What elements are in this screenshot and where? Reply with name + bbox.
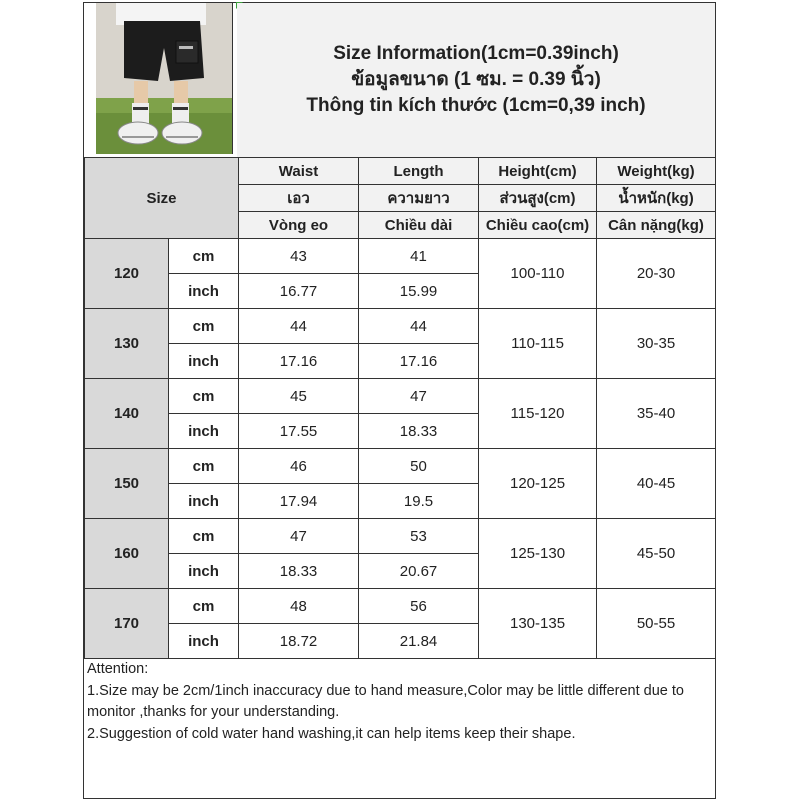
- unit-cm: cm: [169, 449, 239, 484]
- length-cm: 44: [359, 309, 479, 344]
- col-header-weight-th: น้ำหนัก(kg): [597, 185, 716, 212]
- product-photo: [96, 3, 233, 154]
- waist-inch: 18.33: [239, 554, 359, 589]
- title-english: Size Information(1cm=0.39inch): [333, 43, 619, 64]
- length-cm: 47: [359, 379, 479, 414]
- col-header-length-vi: Chiều dài: [359, 212, 479, 239]
- height-range: 125-130: [479, 519, 597, 589]
- title-vietnamese: Thông tin kích thước (1cm=0,39 inch): [306, 95, 646, 116]
- size-value: 130: [85, 309, 169, 379]
- waist-cm: 47: [239, 519, 359, 554]
- col-header-height-vi: Chiều cao(cm): [479, 212, 597, 239]
- length-inch: 17.16: [359, 344, 479, 379]
- col-header-height-en: Height(cm): [479, 158, 597, 185]
- col-header-length-th: ความยาว: [359, 185, 479, 212]
- col-header-waist-vi: Vòng eo: [239, 212, 359, 239]
- col-header-waist-en: Waist: [239, 158, 359, 185]
- length-cm: 50: [359, 449, 479, 484]
- unit-cm: cm: [169, 589, 239, 624]
- waist-inch: 16.77: [239, 274, 359, 309]
- col-header-weight-vi: Cân nặng(kg): [597, 212, 716, 239]
- length-inch: 19.5: [359, 484, 479, 519]
- unit-inch: inch: [169, 414, 239, 449]
- size-value: 120: [85, 239, 169, 309]
- weight-range: 45-50: [597, 519, 716, 589]
- size-table: [84, 157, 716, 659]
- waist-inch: 17.94: [239, 484, 359, 519]
- table-row: [85, 239, 716, 274]
- size-value: 150: [85, 449, 169, 519]
- table-row: [85, 449, 716, 484]
- col-header-waist-th: เอว: [239, 185, 359, 212]
- weight-range: 35-40: [597, 379, 716, 449]
- height-range: 110-115: [479, 309, 597, 379]
- waist-cm: 48: [239, 589, 359, 624]
- waist-cm: 46: [239, 449, 359, 484]
- unit-inch: inch: [169, 484, 239, 519]
- length-inch: 15.99: [359, 274, 479, 309]
- weight-range: 40-45: [597, 449, 716, 519]
- unit-inch: inch: [169, 624, 239, 659]
- waist-inch: 17.55: [239, 414, 359, 449]
- col-header-height-th: ส่วนสูง(cm): [479, 185, 597, 212]
- height-range: 115-120: [479, 379, 597, 449]
- weight-range: 50-55: [597, 589, 716, 659]
- unit-cm: cm: [169, 519, 239, 554]
- length-cm: 53: [359, 519, 479, 554]
- waist-cm: 45: [239, 379, 359, 414]
- shorts-model-image: [96, 3, 232, 154]
- weight-range: 30-35: [597, 309, 716, 379]
- note-item-2: 2.Suggestion of cold water hand washing,it can help items keep their shape.: [87, 725, 576, 742]
- col-header-weight-en: Weight(kg): [597, 158, 716, 185]
- length-cm: 56: [359, 589, 479, 624]
- unit-inch: inch: [169, 554, 239, 589]
- unit-cm: cm: [169, 379, 239, 414]
- length-inch: 20.67: [359, 554, 479, 589]
- table-row: [85, 379, 716, 414]
- size-value: 170: [85, 589, 169, 659]
- unit-cm: cm: [169, 309, 239, 344]
- title-box: [237, 3, 715, 157]
- unit-inch: inch: [169, 344, 239, 379]
- notes-heading: Attention:: [87, 661, 149, 677]
- unit-cm: cm: [169, 239, 239, 274]
- size-value: 140: [85, 379, 169, 449]
- attention-notes: [84, 657, 715, 798]
- waist-inch: 18.72: [239, 624, 359, 659]
- note-item-1: 1.Size may be 2cm/1inch inaccuracy due to hand measure,Color may be little different due to monitor ,thanks for your understanding.: [87, 682, 684, 720]
- waist-cm: 43: [239, 239, 359, 274]
- height-range: 130-135: [479, 589, 597, 659]
- table-row: [85, 519, 716, 554]
- table-row: [85, 309, 716, 344]
- table-row: [85, 589, 716, 624]
- waist-inch: 17.16: [239, 344, 359, 379]
- waist-cm: 44: [239, 309, 359, 344]
- unit-inch: inch: [169, 274, 239, 309]
- length-cm: 41: [359, 239, 479, 274]
- length-inch: 21.84: [359, 624, 479, 659]
- size-header: Size: [85, 158, 239, 239]
- title-thai: ข้อมูลขนาด (1 ซม. = 0.39 นิ้ว): [351, 69, 601, 90]
- col-header-length-en: Length: [359, 158, 479, 185]
- size-value: 160: [85, 519, 169, 589]
- length-inch: 18.33: [359, 414, 479, 449]
- height-range: 120-125: [479, 449, 597, 519]
- height-range: 100-110: [479, 239, 597, 309]
- weight-range: 20-30: [597, 239, 716, 309]
